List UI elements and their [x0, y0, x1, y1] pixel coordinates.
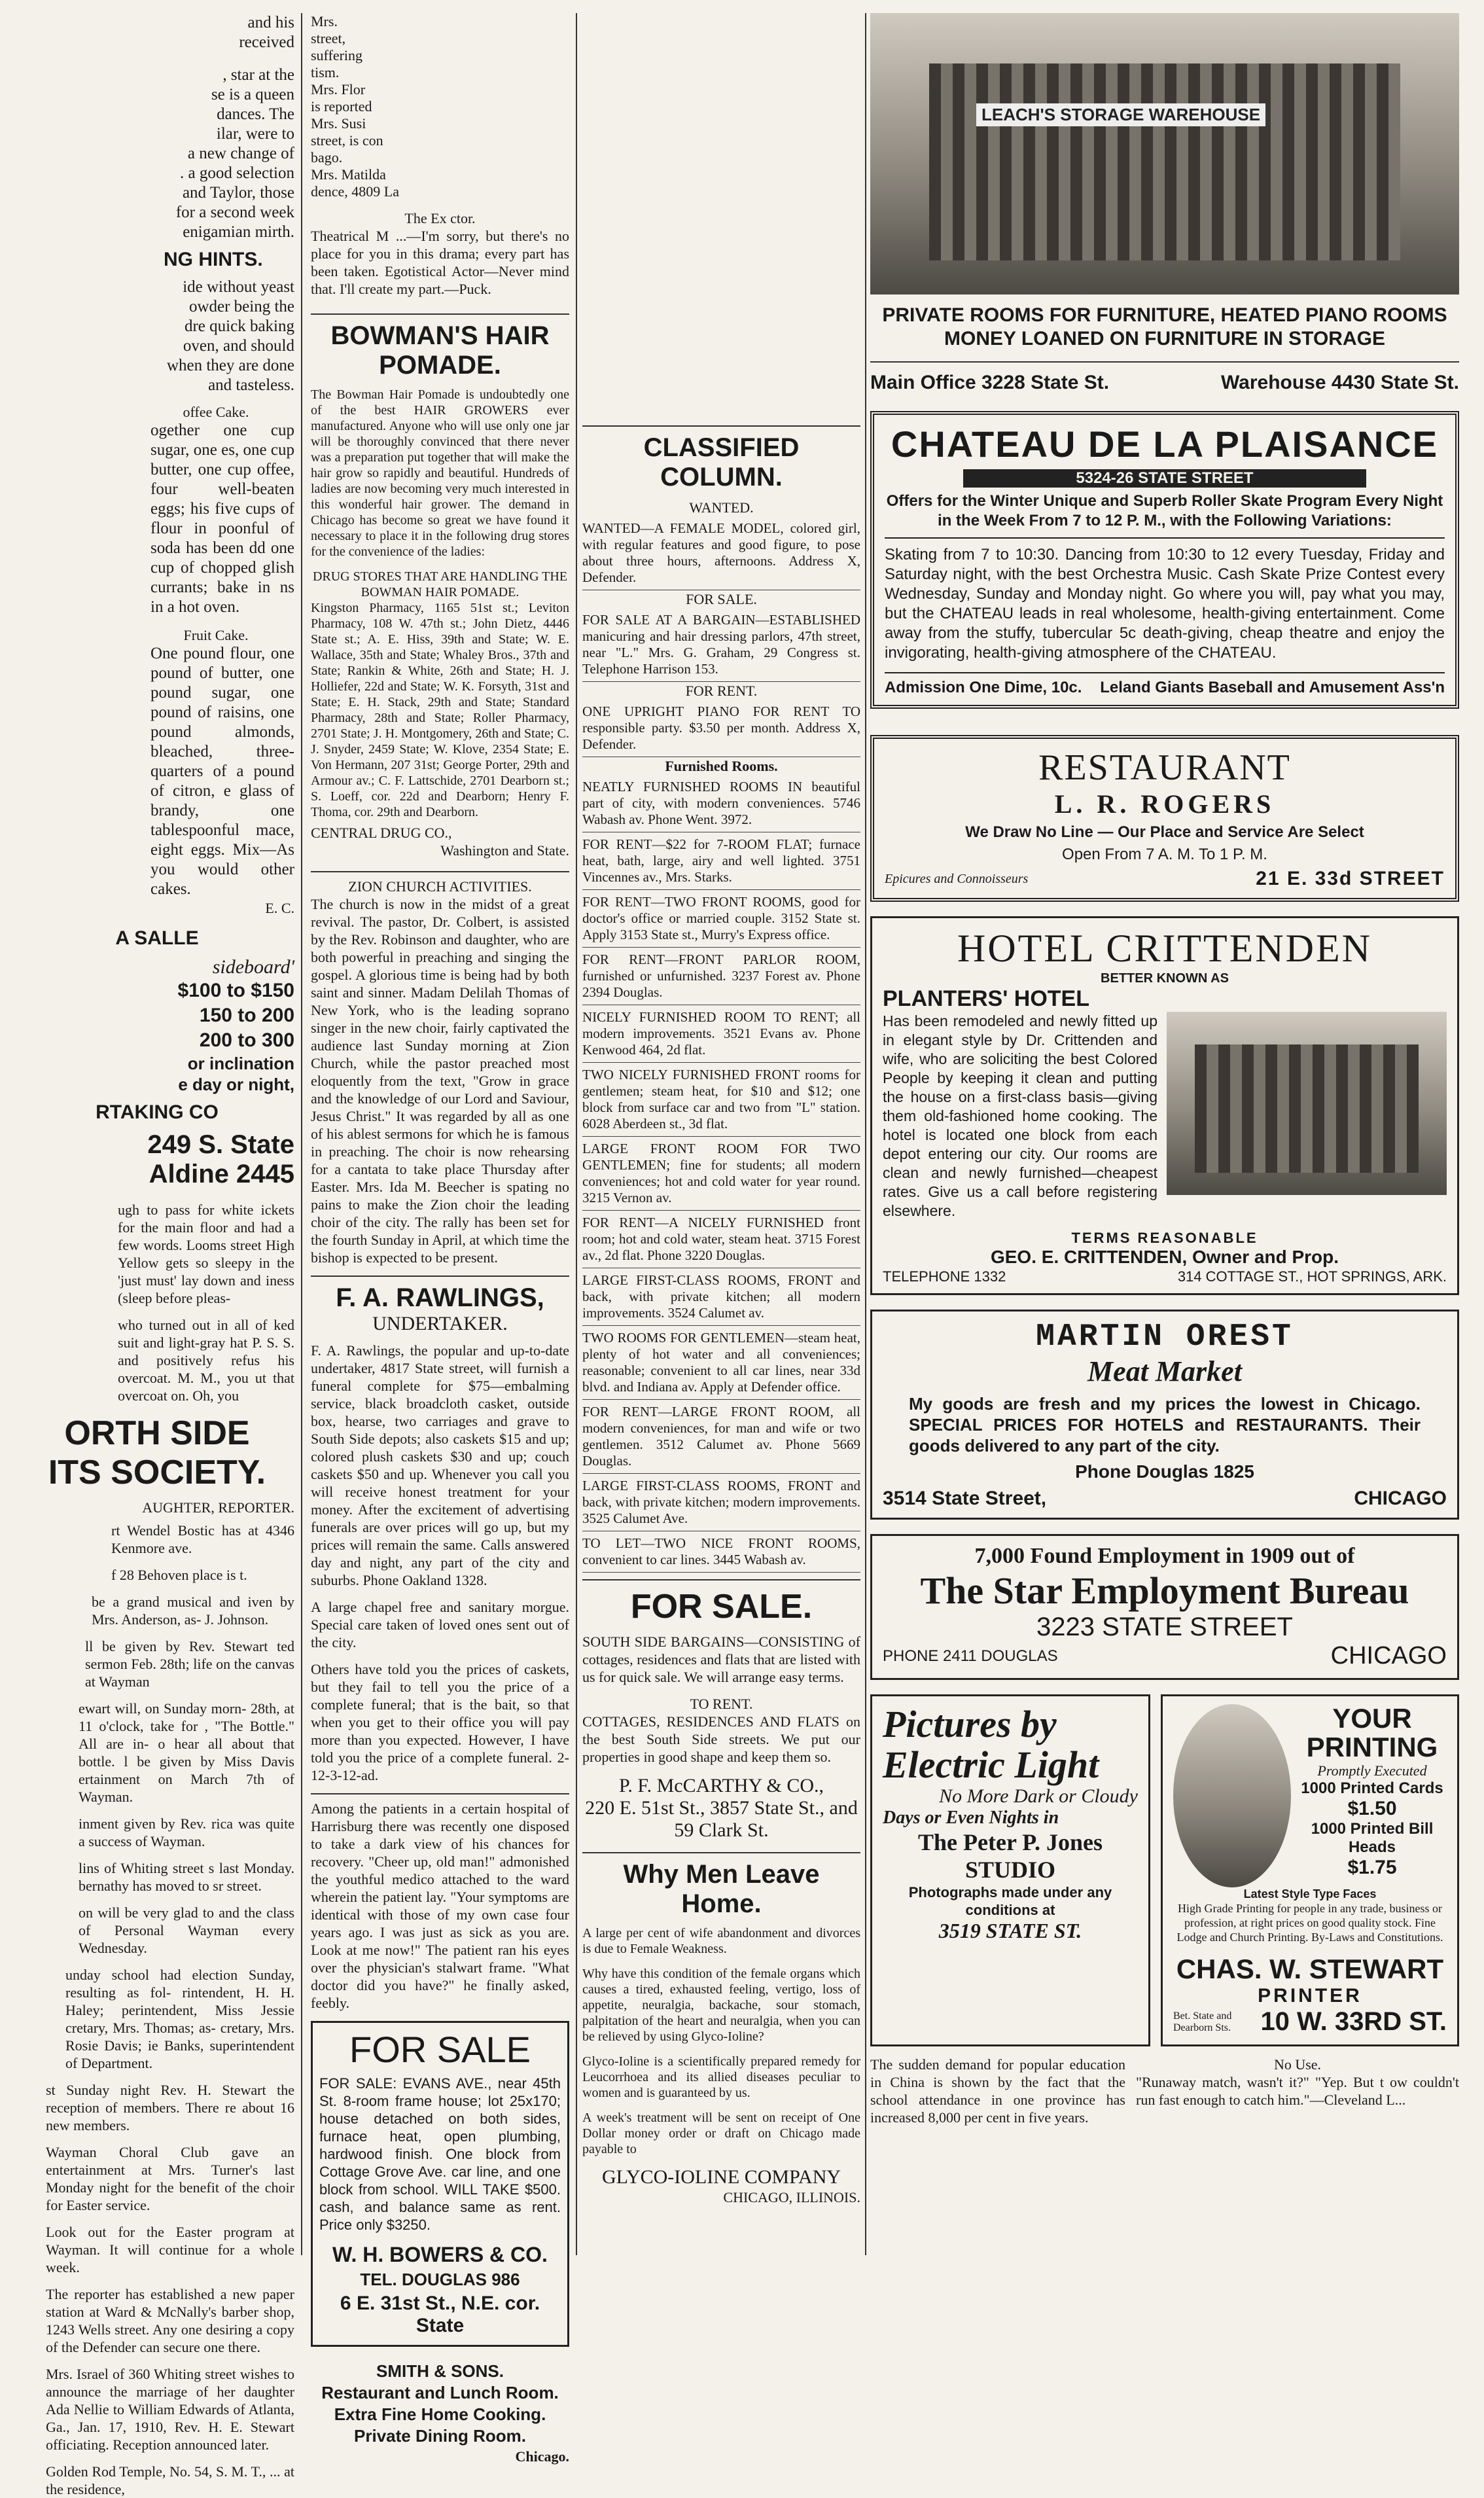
joke-heading: The Ex ctor. — [404, 210, 476, 226]
restaurant-ad — [870, 735, 1459, 902]
ad-slogan: We Draw No Line — Our Place and Service Are Select — [965, 823, 1364, 841]
ad-heading: HOTEL CRITTENDEN — [957, 927, 1372, 970]
column-rule — [865, 13, 866, 2255]
society-item: The reporter has established a new paper station at Ward & McNally's barber shop, 1243 Wells street. Any one desiring a copy of the Defender can secure one there. — [46, 2286, 294, 2355]
fragment-line: enigamian mirth. — [183, 223, 294, 241]
ad-subheading: UNDERTAKER. — [372, 1313, 508, 1334]
ad-subheading: PRINTER — [1258, 1985, 1362, 2007]
ad-address: 5324-26 STATE STREET — [963, 469, 1366, 488]
company-city: CHICAGO — [1330, 1642, 1447, 1669]
ad-text: Others have told you the prices of caskets, but they fail to tell you the price of a complete funeral; that is the bait, so that when you get to their office you will pay more than you expected. However, I have told you the price of a complete funeral. 2-12-3-12-ad. — [311, 1661, 569, 1783]
main-office: Main Office 3228 State St. — [870, 372, 1110, 393]
society-item: lins of Whiting street s last Monday. bernathy has moved to sr street. — [79, 1860, 294, 1894]
ad-subheading: DRUG STORES THAT ARE HANDLING THE BOWMAN HAIR POMADE. — [312, 569, 568, 599]
joke-text: Theatrical M ...—I'm sorry, but there's no place for you in this drama; every part has been taken. Egotistical Actor—Never mind that. I'll create my part.—Puck. — [311, 228, 569, 297]
hotel-photo — [1167, 1012, 1447, 1195]
column-rule — [301, 13, 302, 2255]
company-phone: PHONE 2411 DOUGLAS — [883, 1647, 1058, 1665]
company-address: 3519 STATE ST. — [938, 1919, 1082, 1942]
fragment-line: dence, 4809 La — [311, 183, 399, 200]
company-phone: TEL. DOUGLAS 986 — [360, 2270, 520, 2289]
classified-list — [582, 775, 860, 1573]
fragment-line: is reported — [311, 98, 372, 115]
classified-listing: TWO NICELY FURNISHED FRONT rooms for gentlemen; steam heat, for $10 and $12; one block from surface car and two from "L" station. 6028 Aberdeen st., 3d flat. — [582, 1063, 860, 1137]
classified-listing: TWO ROOMS FOR GENTLEMEN—steam heat, plenty of hot water and all conveniences; reasonable; convenient to all car lines, near 33d blvd. and Indiana av. Apply at Defender office. — [582, 1326, 860, 1400]
company-name: W. H. BOWERS & CO. — [332, 2243, 548, 2266]
ad-footer — [883, 1642, 1447, 1670]
ad-text: Glyco-Ioline is a scientifically prepared remedy for Leucorrhoea and its allied diseases peculiar to women and is guaranteed by us. — [582, 2054, 860, 2100]
ad-text: Has been remodeled and newly fitted up in elegant style by Dr. Crittenden and wife, who are soliciting the best Colored People by keeping it clean and putting the house on a first-class basis—giving them old-fashioned home cooking. The hotel is located one block from each depot entering our city. Our rooms are clean and newly furnished—cheapest rates. Give us a call before registering elsewhere. — [883, 1012, 1157, 1219]
classified-listing: FOR RENT—LARGE FRONT ROOM, all modern conveniences, for man and wife or two gentlemen. 3512 Calumet av. Phone 5669 Douglas. — [582, 1400, 860, 1474]
section-heading: ORTH SIDE — [64, 1414, 250, 1452]
column-spacer — [582, 13, 860, 419]
price-label: 1000 Printed Cards — [1301, 1779, 1443, 1797]
ad-text: High Grade Printing for people in any trade, business or profession, at right prices on good quality stock. Fine Lodge and Church Printing. By-Laws and Constitutions. — [1176, 1902, 1443, 1944]
classified-listing: LARGE FIRST-CLASS ROOMS, FRONT and back, with private kitchen; modern improvements. 3525 Calumet Ave. — [582, 1474, 860, 1531]
ad-text: COTTAGES, RESIDENCES AND FLATS on the best South Side streets. We put our properties in good shape and keep them so. — [582, 1713, 860, 1765]
printer-prices — [1298, 1704, 1447, 1887]
fragment-line: Mrs. Susi — [311, 115, 366, 132]
company-address: 6 E. 31st St., N.E. cor. State — [340, 2293, 540, 2336]
ad-subheading: TO RENT. — [690, 1696, 753, 1712]
classified-listing: LARGE FRONT ROOM FOR TWO GENTLEMEN; fine for students; all modern conveniences; hot and cold water for year round. 3215 Vernon av. — [582, 1137, 860, 1211]
association: Leland Giants Baseball and Amusement Ass'n — [1100, 679, 1445, 696]
warehouse-sign: LEACH'S STORAGE WAREHOUSE — [976, 103, 1265, 126]
classified-listing: LARGE FIRST-CLASS ROOMS, FRONT and back, with private kitchen; all modern improvements. 3524 Calumet av. — [582, 1268, 860, 1326]
ad-text: A large per cent of wife abandonment and divorces is due to Female Weakness. — [582, 1926, 860, 1956]
gossip-text: ugh to pass for white ickets for the main floor and had a few words. Looms street High Yellow gets so sleepy in the 'just must' lay down and iness (sleep before pleas- — [118, 1202, 294, 1306]
society-item: inment given by Rev. rica was quite a success of Wayman. — [79, 1815, 294, 1849]
classified-listing: FOR SALE AT A BARGAIN—ESTABLISHED manicuring and hair dressing parlors, 47th street, near "L." Mrs. G. Graham, 29 Congress st. Telephone Harrison 153. — [582, 608, 860, 682]
section-heading: ZION CHURCH ACTIVITIES. — [311, 871, 569, 895]
classified-listing: FOR RENT—$22 for 7-ROOM FLAT; furnace heat, bath, large, airy and well lighted. 3751 Vincennes av., Mrs. Starks. — [582, 832, 860, 890]
fragment-line: , star at the — [222, 66, 294, 84]
ad-text: My goods are fresh and my prices the lowest in Chicago. SPECIAL PRICES FOR HOTELS and RESTAURANTS. Their goods delivered to any part of the city. — [909, 1394, 1421, 1455]
fragment-line: bago. — [311, 149, 343, 166]
section-heading: CLASSIFIED COLUMN. — [582, 425, 860, 492]
price-list — [20, 978, 294, 1053]
company-phone: Aldine 2445 — [149, 1160, 294, 1188]
restaurant-ad — [311, 2361, 569, 2465]
ad-footer — [1173, 2007, 1447, 2037]
fragment-line: owder being the — [188, 298, 294, 315]
ad-heading: A SALLE — [115, 927, 199, 949]
ad-heading: FOR SALE — [349, 2029, 531, 2070]
meat-market-ad — [870, 1310, 1459, 1520]
ad-subheading: Meat Market — [1087, 1355, 1242, 1387]
ad-heading: Why Men Leave Home. — [582, 1852, 860, 1919]
fragment-line: street, — [311, 30, 346, 46]
bottom-ads — [870, 1694, 1459, 2046]
ad-line: Private Dining Room. — [354, 2426, 526, 2446]
article-text: The church is now in the midst of a great revival. The pastor, Dr. Colbert, is assisted by the Rev. Robinson and daughter, who are both powerful in preaching and singing the gospel. A glorious time is being had by both saint and sinner. Madam Delilah Thomas of New York, who is the leading soprano singer in the new choir, fairly captivated the audience last Sunday morning at Zion Church, while the pastor preached most eloquently from the text, "Grow in grace and the knowledge of our Lord and Saviour, Jesus Christ." It was regarded by all as one of his ablest sermons for which he is famous in preaching. The choir is now rehearsing for a cantata to take place Thursday after Easter. Mrs. Ida M. Beecher is spating no pains to make the Zion choir the leading choir of the city. The rally has been set for the fourth Sunday in April, at which time the bishop is expected to be present. — [311, 896, 569, 1266]
fragment-line: when they are done — [166, 357, 294, 374]
society-item: rt Wendel Bostic has at 4346 Kenmore ave. — [111, 1522, 294, 1556]
fragment-line: . a good selection — [180, 164, 294, 182]
ad-subheading: No More Dark or Cloudy — [939, 1785, 1138, 1807]
company-city: CHICAGO — [1354, 1488, 1447, 1509]
fragment-line: Mrs. Flor — [311, 81, 366, 98]
ad-line: Restaurant and Lunch Room. — [321, 2383, 559, 2402]
fragment-line: street, is con — [311, 132, 383, 149]
company-name: CHAS. W. STEWART — [1176, 1954, 1444, 1984]
company-name: L. R. ROGERS — [1054, 789, 1275, 819]
fragment-line: ide without yeast — [183, 278, 294, 296]
classified-listing: NICELY FURNISHED ROOM TO RENT; all modern improvements. 3521 Evans av. Phone Kenwood 464, 2d flat. — [582, 1005, 860, 1063]
ad-heading: PRIVATE ROOMS FOR FURNITURE, HEATED PIANO ROOMS MONEY LOANED ON FURNITURE IN STORAGE — [882, 304, 1447, 349]
society-item: on will be very glad to and the class of Personal Wayman every Wednesday. — [79, 1904, 294, 1956]
recipe-heading: offee Cake. — [183, 404, 249, 420]
ad-heading: F. A. RAWLINGS, — [311, 1276, 569, 1313]
company-address: 249 S. State — [147, 1130, 294, 1159]
fragment-line: received — [239, 33, 294, 51]
society-item: ll be given by Rev. Stewart ted sermon Feb. 28th; life on the canvas at Wayman — [85, 1638, 294, 1690]
ad-subheading: Promptly Executed — [1317, 1762, 1427, 1779]
fragment-line: suffering — [311, 47, 363, 63]
society-item: f 28 Behoven place is t. — [111, 1567, 247, 1583]
ad-text: sideboard' — [212, 956, 294, 978]
ad-signature: CENTRAL DRUG CO., — [311, 825, 452, 841]
for-sale-ad — [311, 2021, 569, 2347]
ad-heading: BOWMAN'S HAIR POMADE. — [311, 313, 569, 380]
company-address: 3514 State Street, — [883, 1488, 1047, 1509]
price-item: $100 to $150 — [177, 980, 294, 1001]
ad-line: e day or night, — [178, 1075, 294, 1094]
price-item: 200 to 300 — [199, 1029, 294, 1051]
fragment-line: and tasteless. — [208, 376, 294, 394]
ad-footer — [885, 868, 1445, 890]
company-phone: Phone Douglas 1825 — [1075, 1461, 1254, 1482]
chateau-ad — [870, 411, 1459, 709]
ad-heading: PRINTING — [1306, 1732, 1438, 1762]
classified-listing: WANTED—A FEMALE MODEL, colored girl, with regular features and good figure, to pose about three hours, afternoons. Address X, Defender. — [582, 516, 860, 590]
article-text: The sudden demand for popular education in China is shown by the fact that the school attendance in one province has increased 8,000 per cent in five years. — [870, 2056, 1125, 2126]
ad-city: Chicago. — [515, 2448, 569, 2465]
classified-listing: FOR RENT—TWO FRONT ROOMS, good for doctor's office or married couple. 3152 State st. Apply 3153 State st., Murry's Express office. — [582, 890, 860, 948]
company-name: RTAKING CO — [96, 1101, 219, 1123]
column-2 — [311, 13, 569, 2465]
hotel-body — [883, 1012, 1447, 1230]
joke-block — [1136, 2056, 1459, 2135]
ad-footer — [883, 1268, 1447, 1285]
classified-listing: ONE UPRIGHT PIANO FOR RENT TO responsible party. $3.50 per month. Address X, Defender. — [582, 700, 860, 757]
company-city: CHICAGO, ILLINOIS. — [723, 2189, 860, 2205]
fragment-line: for a second week — [175, 204, 294, 221]
ad-line: or inclination — [187, 1054, 294, 1073]
society-item: Wayman Choral Club gave an entertainment at Mrs. Turner's last Monday night for the benefit of the choir for Easter service. — [46, 2144, 294, 2213]
warehouse-building — [929, 63, 1400, 260]
recipe-text: ogether one cup sugar, one es, one cup butter, one cup offee, four well-beaten eggs; his five cups of flour in poonful of soda has been dd one cup of chopped glish currants; bake in ns in a hot oven. — [150, 421, 294, 616]
ad-subheading: Days or Even Nights in — [883, 1808, 1059, 1828]
section-heading: NG HINTS. — [164, 249, 263, 270]
price-value: $1.75 — [1347, 1857, 1397, 1878]
classified-subheading: WANTED. — [689, 499, 754, 516]
classified-listing: TO LET—TWO NICE FRONT ROOMS, convenient to car lines. 3445 Wabash av. — [582, 1531, 860, 1573]
company-address: 314 COTTAGE ST., HOT SPRINGS, ARK. — [1177, 1268, 1447, 1285]
fragment-line: ilar, were to — [216, 125, 294, 143]
column-rule — [576, 13, 577, 2255]
ad-subheading: BETTER KNOWN AS — [1101, 971, 1229, 986]
fragment-block — [20, 277, 294, 395]
printer-portrait — [1173, 1704, 1291, 1887]
ad-heading: MARTIN OREST — [1036, 1319, 1294, 1355]
ad-text: Skating from 7 to 10:30. Dancing from 10:30 to 12 every Tuesday, Friday and Saturday night, with the best Orchestra Music. Cash Skate Prize Contest every Wednesday, Sunday and Monday night. Go where you will, pay what you may, but the CHATEAU leads in real wholesome, health-giving entertainment. Come away from the stuffy, tubercular 5c death-giving, cheap theatre and enjoy the invigorating, health-giving atmosphere of the CHATEAU. — [885, 537, 1445, 663]
ad-text: Why have this condition of the female organs which causes a tired, exhausted feeling, vertigo, loss of appetite, neuralgia, backache, sour stomach, palpitation of the heart and neuralgia, when you can be relieved by using Glyco-Ioline? — [582, 1967, 860, 2044]
fragment-line: dre quick baking — [184, 317, 294, 335]
society-item: unday school had election Sunday, resulting as fol- rintendent, H. H. Haley; perintendent, Miss Jessie cretary, Mrs. Thomas; as- cretary, Mrs. Rosie Davis; ie Banks, superintendent of Department. — [65, 1967, 294, 2071]
ad-hours: Open From 7 A. M. To 1 P. M. — [1062, 846, 1267, 863]
warehouse-address: Warehouse 4430 State St. — [1220, 372, 1459, 393]
ad-footer — [885, 672, 1445, 697]
ad-note: Bet. State and Dearborn Sts. — [1173, 2010, 1232, 2033]
society-item: ewart will, on Sunday morn- 28th, at 11 o'clock, take for , "The Bottle." All are in- o hear all about that bottle. l be given by Miss Davis ertainment on March 7th of Wayman. — [79, 1700, 294, 1805]
column-4 — [870, 13, 1459, 2255]
company-address: 21 E. 33d STREET — [1256, 868, 1445, 889]
ad-text: F. A. Rawlings, the popular and up-to-date undertaker, 4817 State street, will furnish a funeral complete for $75—embalming service, black broadcloth casket, outside box, hearse, two carriages and grave to South Side depots; also caskets $15 and up; colored plush caskets $30 and up; couch caskets $50 and up. Whenever you call you will receive honest treatment for your money. After the excitement of advertising funerals are over prices will go up, but my prices will remain the same. Calls answered day and night, any part of the city and suburbs. Phone Oakland 1328. — [311, 1342, 569, 1588]
ad-text: A week's treatment will be sent on receipt of One Dollar money order or draft on Chicago made payable to — [582, 2111, 860, 2156]
gossip-text: who turned out in all of ked suit and light-gray hat P. S. S. and positively refus his overcoat. M. M., you ut that overcoat on. Oh, you — [118, 1317, 294, 1404]
studio-ad — [870, 1694, 1150, 2046]
society-item: Mrs. Israel of 360 Whiting street wishes to announce the marriage of her daughter Ada Nellie to William Edwards of Atlanta, Ga., Jan. 17, 1910, Rev. H. E. Stewart officiating. Reception announced later. — [46, 2366, 294, 2453]
article-text: Among the patients in a certain hospital of Harrisburg there was recently one disposed to take a dark view of his chances for recovery. "Cheer up, old man!" admonished the youthful medico attached to the ward wherein the patient lay. "Your symptoms are identical with those of my own case four years ago. I was just as sick as you are. Look at me now!" The patient ran his eyes over the physician's stalwart frame. "What doctor did you have?" he finally asked, feebly. — [311, 1793, 569, 2012]
company-address: 10 W. 33RD ST. — [1260, 2007, 1447, 2036]
ad-heading: FOR SALE. — [582, 1579, 860, 1626]
company-phone: TELEPHONE 1332 — [883, 1268, 1006, 1285]
company-address: 3223 STATE STREET — [1036, 1613, 1293, 1641]
ad-heading: YOUR — [1332, 1703, 1412, 1734]
company-name: GLYCO-IOLINE COMPANY — [601, 2166, 841, 2188]
price-item: 150 to 200 — [199, 1005, 294, 1026]
joke-text: "Runaway match, wasn't it?" "Yep. But t ow couldn't run fast enough to catch him."—Cleveland L... — [1136, 2074, 1459, 2108]
admission: Admission One Dime, 10c. — [885, 679, 1082, 696]
ad-text: Kingston Pharmacy, 1165 51st st.; Leviton Pharmacy, 108 W. 47th st.; John Dietz, 4446 State st.; A. E. Hiss, 39th and State; W. E. Wallace, 35th and State; Whaley Bros., 37th and State; Rankin & White, 26th and State; H. J. Holliefer, 22d and State; W. K. Forsyth, 31st and State; E. H. Stack, 29th and State; Standard Pharmacy, 28th and State; Roller Pharmacy, 2701 State; J. H. Montgomery, 26th and State; C. J. Snyder, 2459 State; W. Klove, 2354 State; E. Von Hermann, 207 31st; George Porter, 29th and Armour av.; C. F. Lattschide, 2701 Dearborn st.; S. Loeff, cor. 22d and Dearborn; Henry F. Thoma, cor. 29th and Dearborn. — [311, 601, 569, 819]
price-value: $1.50 — [1347, 1798, 1397, 1819]
ad-text: FOR SALE: EVANS AVE., near 45th St. 8-room frame house; lot 25x170; house detached on both sides, furnace heat, open plumbing, hardwood finish. One block from Cottage Grove Ave. car line, and one block from school. WILL TAKE $500. cash, and balance same as rent. Price only $3250. — [319, 2075, 561, 2233]
ad-heading: RESTAURANT — [1038, 747, 1291, 788]
ad-note: Epicures and Connoisseurs — [885, 871, 1029, 886]
company-name: STUDIO — [964, 1857, 1056, 1883]
joke-heading: No Use. — [1273, 2056, 1322, 2073]
society-item: Golden Rod Temple, No. 54, S. M. T., ... at the residence, — [46, 2463, 294, 2497]
ad-heading: The Star Employment Bureau — [920, 1569, 1409, 1612]
byline: AUGHTER, REPORTER. — [142, 1499, 294, 1516]
employment-ad — [870, 1534, 1459, 1680]
ad-heading: Pictures by Electric Light — [883, 1703, 1099, 1786]
fragment-line: oven, and should — [183, 337, 294, 355]
warehouse-photo — [870, 13, 1459, 294]
bottom-notes — [870, 2056, 1459, 2135]
ad-text — [20, 1053, 294, 1095]
society-item: be a grand musical and iven by Mrs. Anderson, as- J. Johnson. — [92, 1594, 294, 1628]
classified-subheading: Furnished Rooms. — [665, 758, 778, 774]
ad-subheading: 7,000 Found Employment in 1909 out of — [974, 1544, 1355, 1568]
fragment-line: se is a queen — [211, 86, 294, 103]
classified-listing: FOR RENT—A NICELY FURNISHED front room; hot and cold water, steam heat. 3715 Forest av., 2d flat. Phone 3220 Douglas. — [582, 1211, 860, 1268]
ad-subheading: PLANTERS' HOTEL — [883, 986, 1089, 1011]
printer-ad — [1161, 1694, 1459, 2046]
ad-text: Photographs made under any conditions at — [908, 1884, 1112, 1918]
society-item: Look out for the Easter program at Wayman. It will continue for a whole week. — [46, 2224, 294, 2275]
ad-signature: Washington and State. — [440, 842, 569, 859]
fragment-line: dances. The — [217, 105, 294, 123]
fragment-line: Mrs. Matilda — [311, 166, 386, 183]
society-item: st Sunday night Rev. H. Stewart the reception of members. There re about 16 new members. — [46, 2082, 294, 2133]
classified-listing: NEATLY FURNISHED ROOMS IN beautiful part of city, with modern conveniences. 5746 Wabash av. Phone Went. 3972. — [582, 775, 860, 832]
hotel-building — [1195, 1044, 1419, 1173]
ad-heading: CHATEAU DE LA PLAISANCE — [891, 423, 1439, 465]
recipe-heading: Fruit Cake. — [183, 627, 249, 643]
ad-text: A large chapel free and sanitary morgue. Special care taken of loved ones sent out of the city. — [311, 1599, 569, 1650]
section-heading: ITS SOCIETY. — [48, 1454, 266, 1491]
fragment-line: Mrs. — [311, 13, 338, 29]
printer-top — [1173, 1704, 1447, 1887]
classified-subheading: FOR RENT. — [685, 683, 758, 699]
company-address: 220 E. 51st St., 3857 State St., and 59 Clark St. — [585, 1797, 858, 1841]
classified-listing: FOR RENT—FRONT PARLOR ROOM, furnished or unfurnished. 3237 Forest av. Phone 2394 Douglas. — [582, 948, 860, 1005]
storage-addresses — [870, 361, 1459, 394]
fragment-block — [20, 13, 294, 242]
fragment-line: a new change of — [187, 145, 294, 162]
fragment-line: and Taylor, those — [182, 184, 294, 202]
ad-subheading: Offers for the Winter Unique and Superb Roller Skate Program Every Night in the Week From 7 to 12 P. M., with the Following Variations: — [886, 492, 1443, 529]
company-name: P. F. McCARTHY & CO., — [618, 1775, 824, 1796]
price-label: 1000 Printed Bill Heads — [1311, 1820, 1434, 1856]
ad-footer — [883, 1488, 1447, 1510]
ad-text: The Bowman Hair Pomade is undoubtedly one of the best HAIR GROWERS ever manufactured. Anyone who will use only one jar will be thoroughly convinced that there never was a preparation put together that will make the hair grow so rapidly and beautiful. Hundreds of ladies are now becoming very much interested in this wonderful hair grower. The demand in Chicago has become so great we have found it necessary to place it in the following drug stores for the convenience of the ladies: — [311, 387, 569, 559]
company-name: SMITH & SONS. — [376, 2361, 504, 2381]
column-1 — [20, 13, 294, 2497]
ad-owner: GEO. E. CRITTENDEN, Owner and Prop. — [990, 1247, 1339, 1267]
classified-subheading: FOR SALE. — [686, 591, 757, 607]
recipe-text: One pound flour, one pound of butter, one pound sugar, one pound of raisins, one pound almonds, bleached, three-quarters of a pound of citron, e glass of brandy, one tablespoonful mace, eight eggs. Mix—As you would other cakes. — [150, 645, 294, 898]
ad-terms: TERMS REASONABLE — [1071, 1230, 1258, 1246]
recipe-signature: E. C. — [265, 900, 294, 916]
fragment-block — [311, 13, 569, 200]
ad-note: Latest Style Type Faces — [1243, 1887, 1377, 1900]
column-3 — [582, 13, 860, 2255]
ad-line: Extra Fine Home Cooking. — [334, 2404, 546, 2424]
ad-text: SOUTH SIDE BARGAINS—CONSISTING of cottages, residences and flats that are listed with us for quick sale. We will arrange easy terms. — [582, 1633, 860, 1685]
hotel-ad — [870, 916, 1459, 1295]
company-name: The Peter P. Jones — [918, 1829, 1103, 1855]
fragment-line: and his — [247, 14, 294, 31]
fragment-line: tism. — [311, 64, 340, 80]
